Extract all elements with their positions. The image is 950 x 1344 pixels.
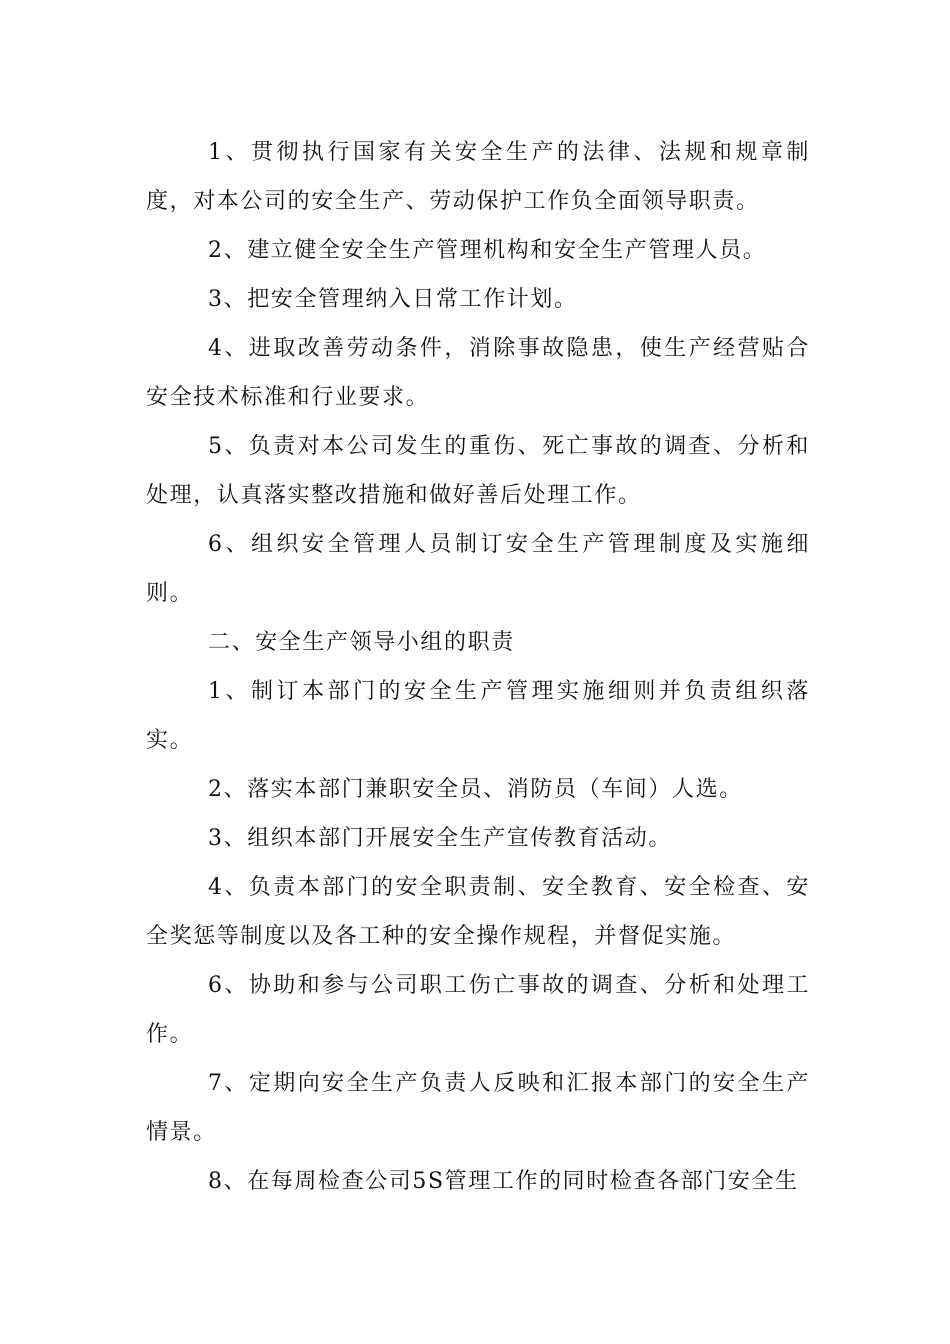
paragraph-group-duty-8: 8、在每周检查公司5S管理工作的同时检查各部门安全生 (208, 1169, 799, 1194)
paragraph-group-duty-7: 7、定期向安全生产负责人反映和汇报本部门的安全生产情景。 (146, 1071, 810, 1145)
paragraph-leader-duty-3: 3、把安全管理纳入日常工作计划。 (208, 287, 578, 312)
paragraph-group-duty-6: 6、协助和参与公司职工伤亡事故的调查、分析和处理工作。 (146, 973, 810, 1047)
paragraph-group-duty-1: 1、制订本部门的安全生产管理实施细则并负责组织落实。 (146, 679, 810, 753)
paragraph-group-duty-4: 4、负责本部门的安全职责制、安全教育、安全检查、安全奖惩等制度以及各工种的安全操作规程，并督促实施。 (146, 875, 810, 949)
paragraph-group-duty-2: 2、落实本部门兼职安全员、消防员（车间）人选。 (208, 777, 743, 802)
paragraph-leader-duty-4: 4、进取改善劳动条件，消除事故隐患，使生产经营贴合安全技术标准和行业要求。 (146, 336, 810, 410)
paragraph-leader-duty-2: 2、建立健全安全生产管理机构和安全生产管理人员。 (208, 238, 767, 263)
section-heading-group-duties: 二、安全生产领导小组的职责 (208, 630, 515, 655)
paragraph-leader-duty-5: 5、负责对本公司发生的重伤、死亡事故的调查、分析和处理，认真落实整改措施和做好善后处理工作。 (146, 434, 810, 508)
paragraph-group-duty-3: 3、组织本部门开展安全生产宣传教育活动。 (208, 826, 672, 851)
paragraph-leader-duty-6: 6、组织安全管理人员制订安全生产管理制度及实施细则。 (146, 532, 810, 606)
document-body (146, 128, 810, 1206)
paragraph-leader-duty-1: 1、贯彻执行国家有关安全生产的法律、法规和规章制度，对本公司的安全生产、劳动保护工作负全面领导职责。 (146, 140, 810, 214)
